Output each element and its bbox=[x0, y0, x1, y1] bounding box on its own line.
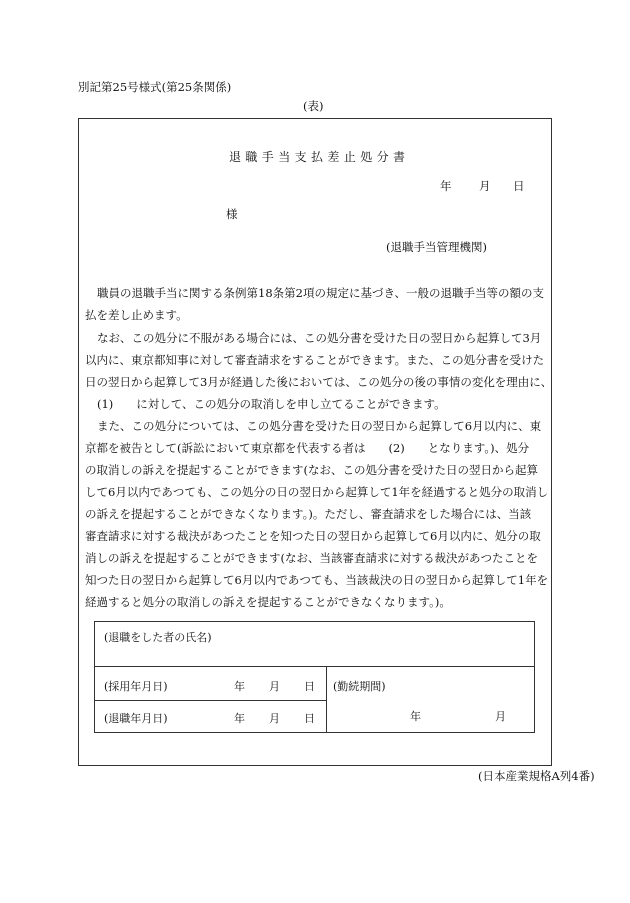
body-line: 払を差し止めます。 bbox=[85, 308, 188, 322]
body-line: の訴えを提起することができなくなります。)。ただし、審査請求をした場合には、当該 bbox=[85, 507, 532, 521]
paper-size-note: (日本産業規格A列4番) bbox=[478, 769, 595, 783]
body-line: 審査請求に対する裁決があつたことを知つた日の翌日から起算して6月以内に、処分の取 bbox=[85, 529, 541, 543]
retire-month-label: 月 bbox=[269, 712, 280, 725]
retire-year-label: 年 bbox=[234, 712, 245, 725]
hire-day-label: 日 bbox=[304, 680, 315, 693]
body-line: して6月以内であつても、この処分の日の翌日から起算して1年を経過すると処分の取消し bbox=[85, 485, 549, 499]
table-divider bbox=[95, 666, 534, 667]
body-line: 以内に、東京都知事に対して審査請求をすることができます。また、この処分書を受けた bbox=[85, 353, 545, 367]
body-line: の取消しの訴えを提起することができます(なお、この処分書を受けた日の翌日から起算 bbox=[85, 463, 538, 477]
hire-month-label: 月 bbox=[269, 680, 280, 693]
body-line: 知つた日の翌日から起算して6月以内であつても、当該裁決の日の翌日から起算して1年を bbox=[85, 573, 549, 587]
body-line: (1) に対して、この処分の取消しを申し立てることができます。 bbox=[97, 397, 446, 411]
body-line: 経過すると処分の取消しの訴えを提起することができなくなります。)。 bbox=[85, 595, 451, 609]
form-reference: 別記第25号様式(第25条関係) bbox=[78, 80, 232, 94]
document-title: 退職手当支払差止処分書 bbox=[229, 150, 410, 164]
retiree-info-table bbox=[94, 621, 535, 733]
issuing-authority: (退職手当管理機関) bbox=[386, 240, 487, 254]
body-line: 消しの訴えを提起することができます(なお、当該審査請求に対する裁決があつたことを bbox=[85, 551, 538, 565]
table-divider bbox=[326, 666, 327, 732]
body-line: また、この処分については、この処分書を受けた日の翌日から起算して6月以内に、東 bbox=[97, 419, 542, 433]
date-year-label: 年 bbox=[440, 179, 452, 193]
date-day-label: 日 bbox=[513, 179, 525, 193]
date-month-label: 月 bbox=[479, 179, 491, 193]
body-line: 職員の退職手当に関する条例第18条第2項の規定に基づき、一般の退職手当等の額の支 bbox=[97, 286, 544, 300]
retiree-name-label: (退職をした者の氏名) bbox=[104, 631, 212, 644]
retire-day-label: 日 bbox=[304, 712, 315, 725]
service-period-label: (勤続期間) bbox=[333, 680, 386, 693]
service-year-label: 年 bbox=[410, 710, 421, 723]
hire-date-label: (採用年月日) bbox=[104, 680, 168, 693]
body-line: 日の翌日から起算して3月が経過した後においては、この処分の後の事情の変化を理由に、 bbox=[85, 375, 553, 389]
face-label: (表) bbox=[303, 99, 324, 113]
service-month-label: 月 bbox=[495, 710, 506, 723]
addressee-suffix: 様 bbox=[226, 207, 238, 221]
hire-year-label: 年 bbox=[234, 680, 245, 693]
body-line: なお、この処分に不服がある場合には、この処分書を受けた日の翌日から起算して3月 bbox=[97, 331, 542, 345]
body-line: 京都を被告として(訴訟において東京都を代表する者は (2) となります。)、処分 bbox=[85, 441, 530, 455]
table-divider bbox=[95, 700, 326, 701]
retire-date-label: (退職年月日) bbox=[104, 712, 168, 725]
